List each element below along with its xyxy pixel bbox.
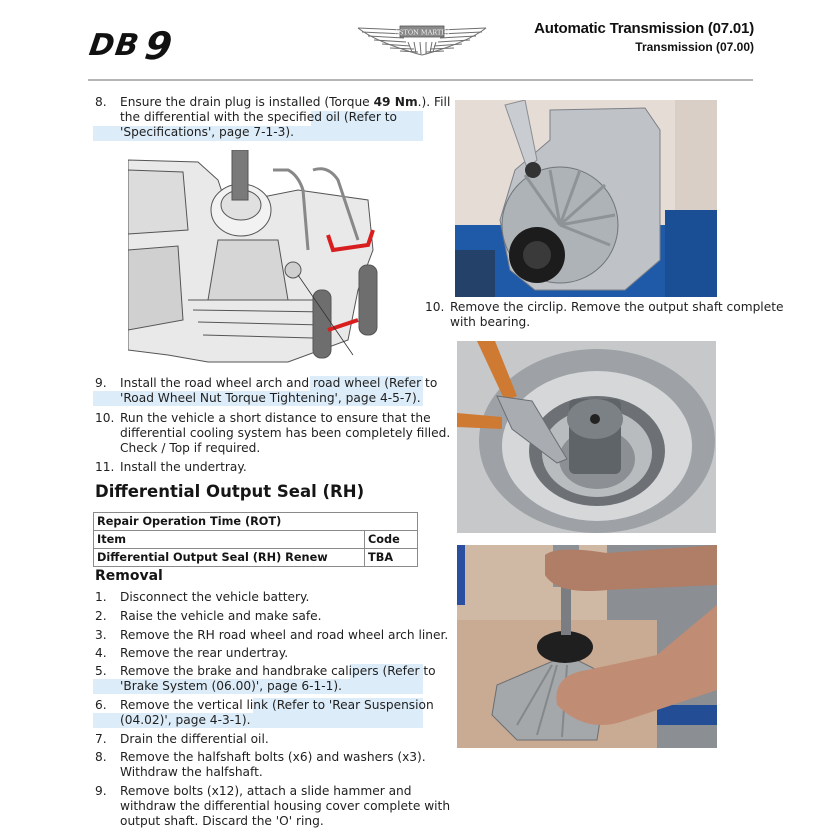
differential-housing-photo: [455, 100, 717, 297]
circlip-removal-photo: [457, 341, 716, 533]
link-refer-rear-suspension[interactable]: (Refer to 'Rear Suspension: [271, 698, 434, 712]
header-divider: [88, 79, 753, 81]
link-specifications-page[interactable]: 'Specifications', page 7-1-3).: [120, 125, 295, 140]
table-row: Differential Output Seal (RH) Renew TBA: [94, 549, 418, 567]
slide-hammer-photo: [457, 545, 717, 748]
link-brake-system-page[interactable]: 'Brake System (06.00)', page 6-1-1).: [120, 679, 343, 694]
removal-heading: Removal: [95, 568, 163, 584]
rot-col-item: Item: [94, 531, 365, 549]
db9-model-logo: DB9: [87, 24, 176, 68]
link-road-wheel-page[interactable]: 'Road Wheel Nut Torque Tightening', page 4-5-7).: [120, 391, 421, 406]
aston-martin-wings-logo: [356, 22, 488, 56]
chapter-title: Automatic Transmission (07.01): [534, 20, 754, 37]
link-refer-road-wheel[interactable]: (Refer to: [384, 376, 438, 390]
link-refer-brake[interactable]: (Refer to: [382, 664, 436, 678]
rot-col-code: Code: [365, 531, 418, 549]
link-rear-suspension-page[interactable]: (04.02)', page 4-3-1).: [120, 713, 251, 728]
link-refer-specifications[interactable]: (Refer to: [343, 110, 398, 125]
section-subtitle: Transmission (07.00): [635, 40, 754, 54]
section-heading: Differential Output Seal (RH): [95, 482, 365, 501]
differential-cooling-diagram: [128, 150, 390, 368]
rot-table: [93, 512, 418, 567]
svg-text:ASTON MARTIN: ASTON MARTIN: [394, 28, 450, 37]
rot-table-caption: Repair Operation Time (ROT): [94, 513, 418, 531]
